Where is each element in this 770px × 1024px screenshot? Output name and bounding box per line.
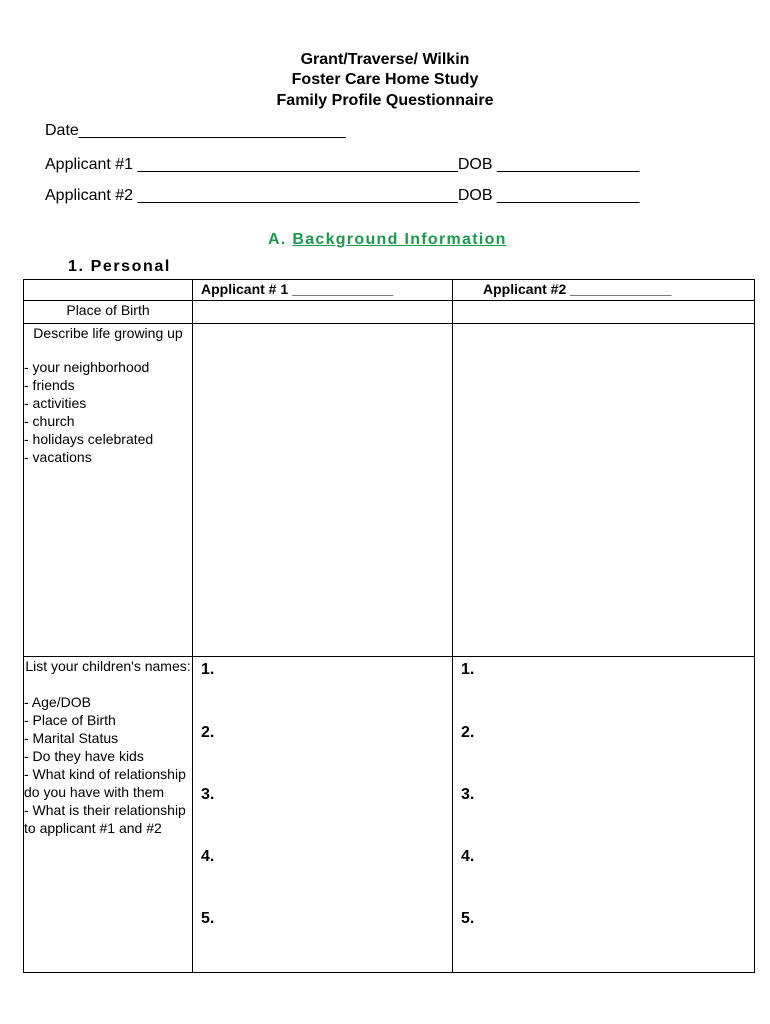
life-growing-up-label: Describe life growing up: [33, 325, 183, 341]
table-header-row: [24, 280, 755, 301]
profile-table: [23, 279, 755, 973]
table-row: [24, 324, 755, 657]
applicant1-children-list: [193, 660, 452, 969]
form-title-agency: Grant/Traverse/ Wilkin: [300, 51, 470, 68]
list-item: - What is their relationship to applicant #1 and #2: [24, 802, 186, 836]
date-field[interactable]: Date______________________________: [45, 122, 346, 139]
list-item[interactable]: 4.: [461, 848, 475, 865]
subsection-heading: 1. Personal: [68, 258, 171, 275]
children-items-list: [24, 693, 192, 837]
applicant2-birth-cell[interactable]: [453, 301, 755, 324]
list-item[interactable]: 5.: [461, 910, 475, 927]
section-prefix: A.: [268, 231, 293, 248]
list-item: - church: [24, 413, 75, 429]
list-item: - Place of Birth: [24, 712, 116, 728]
applicant2-children-list: [453, 660, 754, 969]
list-item: - activities: [24, 395, 87, 411]
list-item[interactable]: 3.: [201, 786, 215, 803]
list-item: - your neighborhood: [24, 359, 150, 375]
table-row: [24, 301, 755, 324]
list-item[interactable]: 5.: [201, 910, 215, 927]
life-growing-up-label-cell: [24, 324, 193, 657]
applicant2-children-cell[interactable]: [453, 657, 755, 973]
list-item: - vacations: [24, 449, 92, 465]
list-item[interactable]: 1.: [461, 661, 475, 678]
list-item: - Marital Status: [24, 730, 119, 746]
children-label: List your children's names:: [25, 658, 191, 674]
header-blank-cell: [24, 280, 193, 301]
applicant1-field[interactable]: Applicant #1 ____________________________________DOB ________________: [45, 156, 640, 173]
applicant1-children-cell[interactable]: [193, 657, 453, 973]
list-item[interactable]: 3.: [461, 786, 475, 803]
place-of-birth-label: Place of Birth: [24, 301, 193, 324]
header-applicant2: Applicant #2 _____________: [453, 280, 755, 301]
applicant1-birth-cell[interactable]: [193, 301, 453, 324]
list-item[interactable]: 4.: [201, 848, 215, 865]
applicant1-life-cell[interactable]: [193, 324, 453, 657]
list-item: - Do they have kids: [24, 748, 144, 764]
children-label-cell: [24, 657, 193, 973]
header-applicant1: Applicant # 1 _____________: [193, 280, 453, 301]
form-title-questionnaire: Family Profile Questionnaire: [276, 92, 494, 109]
form-title-study: Foster Care Home Study: [291, 71, 479, 88]
list-item: - Age/DOB: [24, 694, 91, 710]
applicant2-field[interactable]: Applicant #2 ____________________________________DOB ________________: [45, 187, 640, 204]
table-row: [24, 657, 755, 973]
list-item[interactable]: 2.: [461, 724, 475, 741]
applicant2-life-cell[interactable]: [453, 324, 755, 657]
list-item: - What kind of relationship do you have with them: [24, 766, 186, 800]
section-heading: [268, 231, 507, 249]
list-item: - holidays celebrated: [24, 431, 154, 447]
list-item[interactable]: 1.: [201, 661, 215, 678]
list-item: - friends: [24, 377, 75, 393]
section-title-text: Background Information: [292, 231, 507, 248]
list-item[interactable]: 2.: [201, 724, 215, 741]
life-items-list: [24, 358, 192, 466]
